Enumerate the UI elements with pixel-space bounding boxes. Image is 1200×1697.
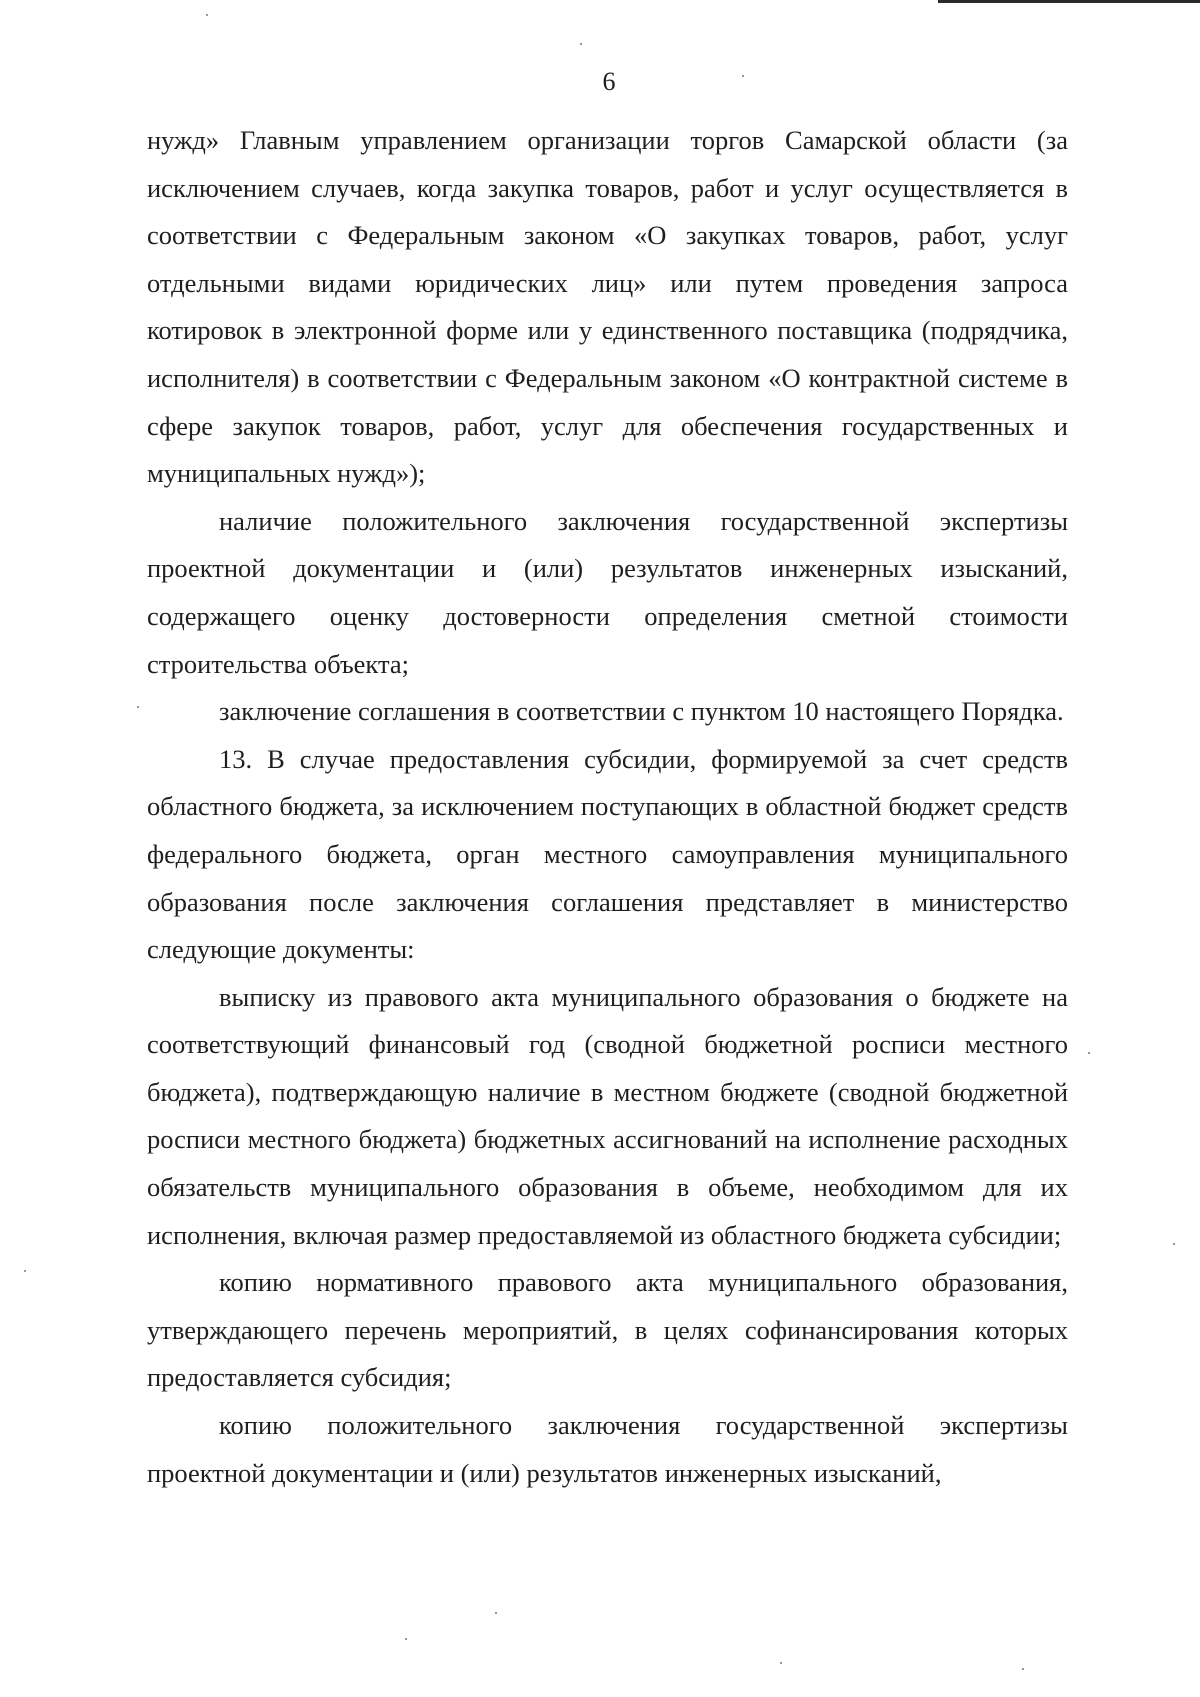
paragraph-normative-act-copy: копию нормативного правового акта муниципального образования, утверждающего перечень мероприятий, в целях софинансирования которых предоставляется субсидия; [147,1267,1068,1393]
paragraph-budget-extract: выписку из правового акта муниципального образования о бюджете на соответствующий финансовый год (сводной бюджетной росписи местного бюджета), подтверждающую наличие в местном бюджете (сводной бюджетной росписи местного бюджета) бюджетных ассигнований на исполнение расходных обязательств муниципального образования в объеме, необходимом для их исполнения, включая размер предоставляемой из областного бюджета субсидии; [147,981,1068,1250]
scan-speck [137,706,139,708]
scan-speck [206,14,208,16]
paragraph-agreement-condition: заключение соглашения в соответствии с пунктом 10 настоящего Порядка. [219,696,1064,727]
scan-speck [405,1638,407,1640]
scan-speck [1022,1668,1024,1670]
scan-speck [742,75,744,77]
top-edge-rule [938,0,1200,3]
paragraph-expertise-condition: наличие положительного заключения государственной экспертизы проектной документации и (или) результатов инженерных изысканий, содержащего оценку достоверности определения сметной стоимости строительства объекта; [147,505,1068,679]
page-number: 6 [602,67,616,96]
scan-speck [1088,1052,1090,1054]
paragraph-expertise-copy: копию положительного заключения государственной экспертизы проектной документации и (или) результатов инженерных изысканий, [147,1410,1068,1488]
scan-speck [780,1662,782,1664]
scan-speck [1173,1243,1175,1245]
document-body [147,117,1068,1497]
paragraph-item-13: 13. В случае предоставления субсидии, формируемой за счет средств областного бюджета, за исключением поступающих в областной бюджет средств федерального бюджета, орган местного самоуправления муниципального образования после заключения соглашения представляет в министерство следующие документы: [147,743,1068,965]
paragraph-continuation: нужд» Главным управлением организации торгов Самарской области (за исключением случаев, когда закупка товаров, работ и услуг осуществляется в соответствии с Федеральным законом «О закупках товаров, работ, услуг отдельными видами юридических лиц» или путем проведения запроса котировок в электронной форме или у единственного поставщика (подрядчика, исполнителя) в соответствии с Федеральным законом «О контрактной системе в сфере закупок товаров, работ, услуг для обеспечения государственных и муниципальных нужд»); [147,125,1068,489]
scan-speck [580,43,582,45]
scan-speck [24,1270,26,1272]
scan-speck [495,1612,497,1614]
